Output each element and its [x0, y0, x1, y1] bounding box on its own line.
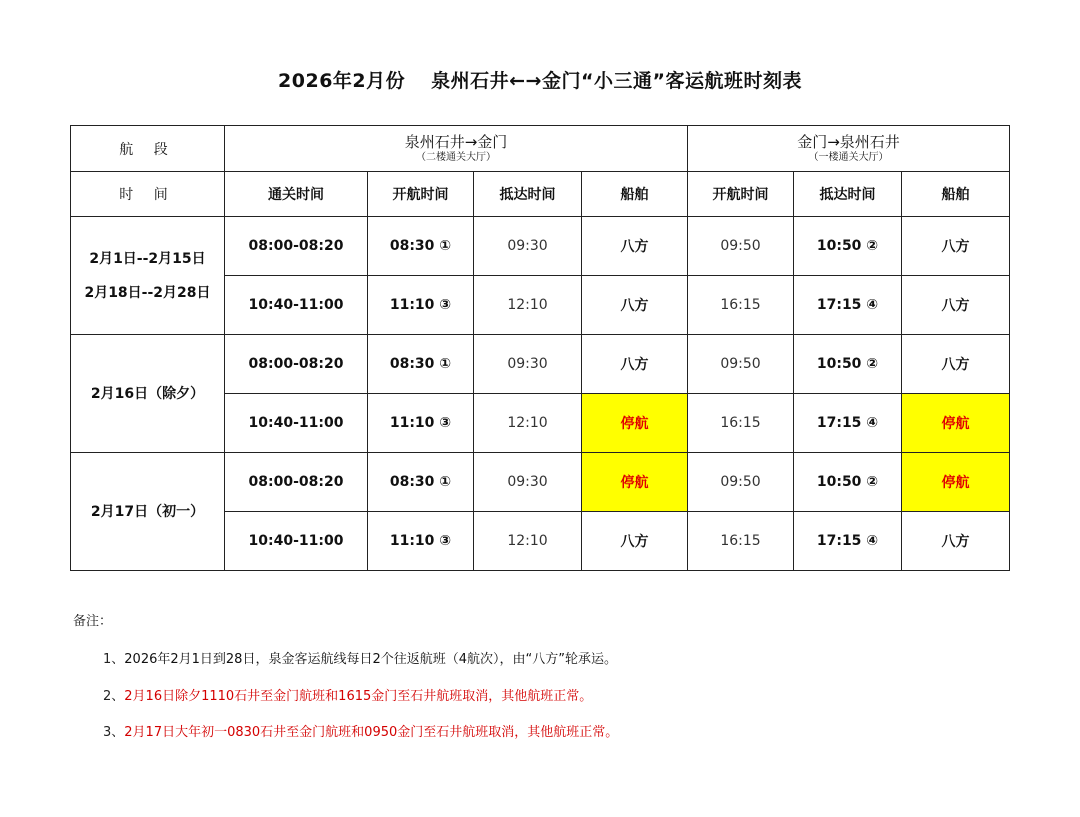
- col-departure-b: 开航时间: [688, 172, 794, 217]
- ship-b-suspended: 停航: [902, 453, 1010, 512]
- table-row: [71, 335, 1010, 394]
- title-route: 泉州石井←→金门“小三通”客运航班时刻表: [431, 70, 802, 92]
- note-text: 2月17日大年初一0830石井至金门航班和0950金门至石井航班取消，其他航班正常。: [124, 725, 619, 740]
- ship-a: 八方: [582, 512, 688, 571]
- ship-a: 八方: [582, 335, 688, 394]
- route-a-name: 泉州石井→金门: [404, 133, 508, 151]
- period-regular: [71, 217, 225, 335]
- page-title: [0, 66, 1080, 93]
- arrival-a: 09:30: [474, 217, 582, 276]
- segment-label: 航 段: [71, 126, 225, 172]
- departure-b: 09:50: [688, 335, 794, 394]
- clearance-time: 08:00-08:20: [225, 453, 368, 512]
- ship-b: 八方: [902, 276, 1010, 335]
- ship-a-suspended: 停航: [582, 394, 688, 453]
- arrival-b: 17:15 ④: [794, 394, 902, 453]
- table-row: [71, 217, 1010, 276]
- route-a-hall: （二楼通关大厅）: [416, 152, 496, 163]
- arrival-a: 12:10: [474, 276, 582, 335]
- note-number: 2、: [103, 689, 125, 704]
- col-arrival-a: 抵达时间: [474, 172, 582, 217]
- departure-a: 08:30 ①: [368, 217, 474, 276]
- departure-a: 08:30 ①: [368, 335, 474, 394]
- route-a-header: [225, 126, 688, 172]
- header-row-columns: [71, 172, 1010, 217]
- clearance-time: 08:00-08:20: [225, 335, 368, 394]
- note-text: 2026年2月1日到28日，泉金客运航线每日2个往返航班（4航次），由“八方”轮承运。: [124, 652, 617, 667]
- ship-a-suspended: 停航: [582, 453, 688, 512]
- note-2: [103, 685, 592, 704]
- note-1: [103, 648, 617, 667]
- title-month: 2026年2月份: [278, 70, 406, 92]
- departure-b: 16:15: [688, 276, 794, 335]
- ship-a: 八方: [582, 276, 688, 335]
- ship-b: 八方: [902, 217, 1010, 276]
- arrival-b: 10:50 ②: [794, 217, 902, 276]
- header-row-segment: [71, 126, 1010, 172]
- ship-b-suspended: 停航: [902, 394, 1010, 453]
- col-clearance: 通关时间: [225, 172, 368, 217]
- table-row: [71, 453, 1010, 512]
- ship-b: 八方: [902, 512, 1010, 571]
- note-number: 3、: [103, 725, 125, 740]
- col-ship-a: 船舶: [582, 172, 688, 217]
- period-line: 2月18日--2月28日: [84, 284, 211, 301]
- col-arrival-b: 抵达时间: [794, 172, 902, 217]
- note-number: 1、: [103, 652, 125, 667]
- arrival-a: 12:10: [474, 512, 582, 571]
- period-line: 2月17日（初一）: [90, 503, 205, 520]
- arrival-a: 09:30: [474, 453, 582, 512]
- period-line: 2月16日（除夕）: [90, 385, 205, 402]
- col-departure-a: 开航时间: [368, 172, 474, 217]
- arrival-a: 09:30: [474, 335, 582, 394]
- departure-b: 09:50: [688, 217, 794, 276]
- route-b-hall: （一楼通关大厅）: [808, 152, 889, 163]
- arrival-b: 17:15 ④: [794, 512, 902, 571]
- arrival-a: 12:10: [474, 394, 582, 453]
- note-text: 2月16日除夕1110石井至金门航班和1615金门至石井航班取消，其他航班正常。: [124, 689, 593, 704]
- period-line: 2月1日--2月15日: [89, 250, 206, 267]
- ship-a: 八方: [582, 217, 688, 276]
- departure-b: 16:15: [688, 512, 794, 571]
- departure-b: 16:15: [688, 394, 794, 453]
- departure-a: 11:10 ③: [368, 394, 474, 453]
- ship-b: 八方: [902, 335, 1010, 394]
- arrival-b: 10:50 ②: [794, 453, 902, 512]
- arrival-b: 10:50 ②: [794, 335, 902, 394]
- note-3: [103, 721, 618, 740]
- col-ship-b: 船舶: [902, 172, 1010, 217]
- route-b-name: 金门→泉州石井: [797, 133, 900, 151]
- period-new-year-eve: [71, 335, 225, 453]
- clearance-time: 10:40-11:00: [225, 394, 368, 453]
- clearance-time: 10:40-11:00: [225, 276, 368, 335]
- clearance-time: 10:40-11:00: [225, 512, 368, 571]
- departure-b: 09:50: [688, 453, 794, 512]
- time-label: 时 间: [71, 172, 225, 217]
- route-b-header: [688, 126, 1010, 172]
- arrival-b: 17:15 ④: [794, 276, 902, 335]
- schedule-table: [70, 125, 1010, 571]
- departure-a: 08:30 ①: [368, 453, 474, 512]
- departure-a: 11:10 ③: [368, 276, 474, 335]
- departure-a: 11:10 ③: [368, 512, 474, 571]
- notes-heading: 备注：: [73, 614, 113, 629]
- period-new-year-day: [71, 453, 225, 571]
- clearance-time: 08:00-08:20: [225, 217, 368, 276]
